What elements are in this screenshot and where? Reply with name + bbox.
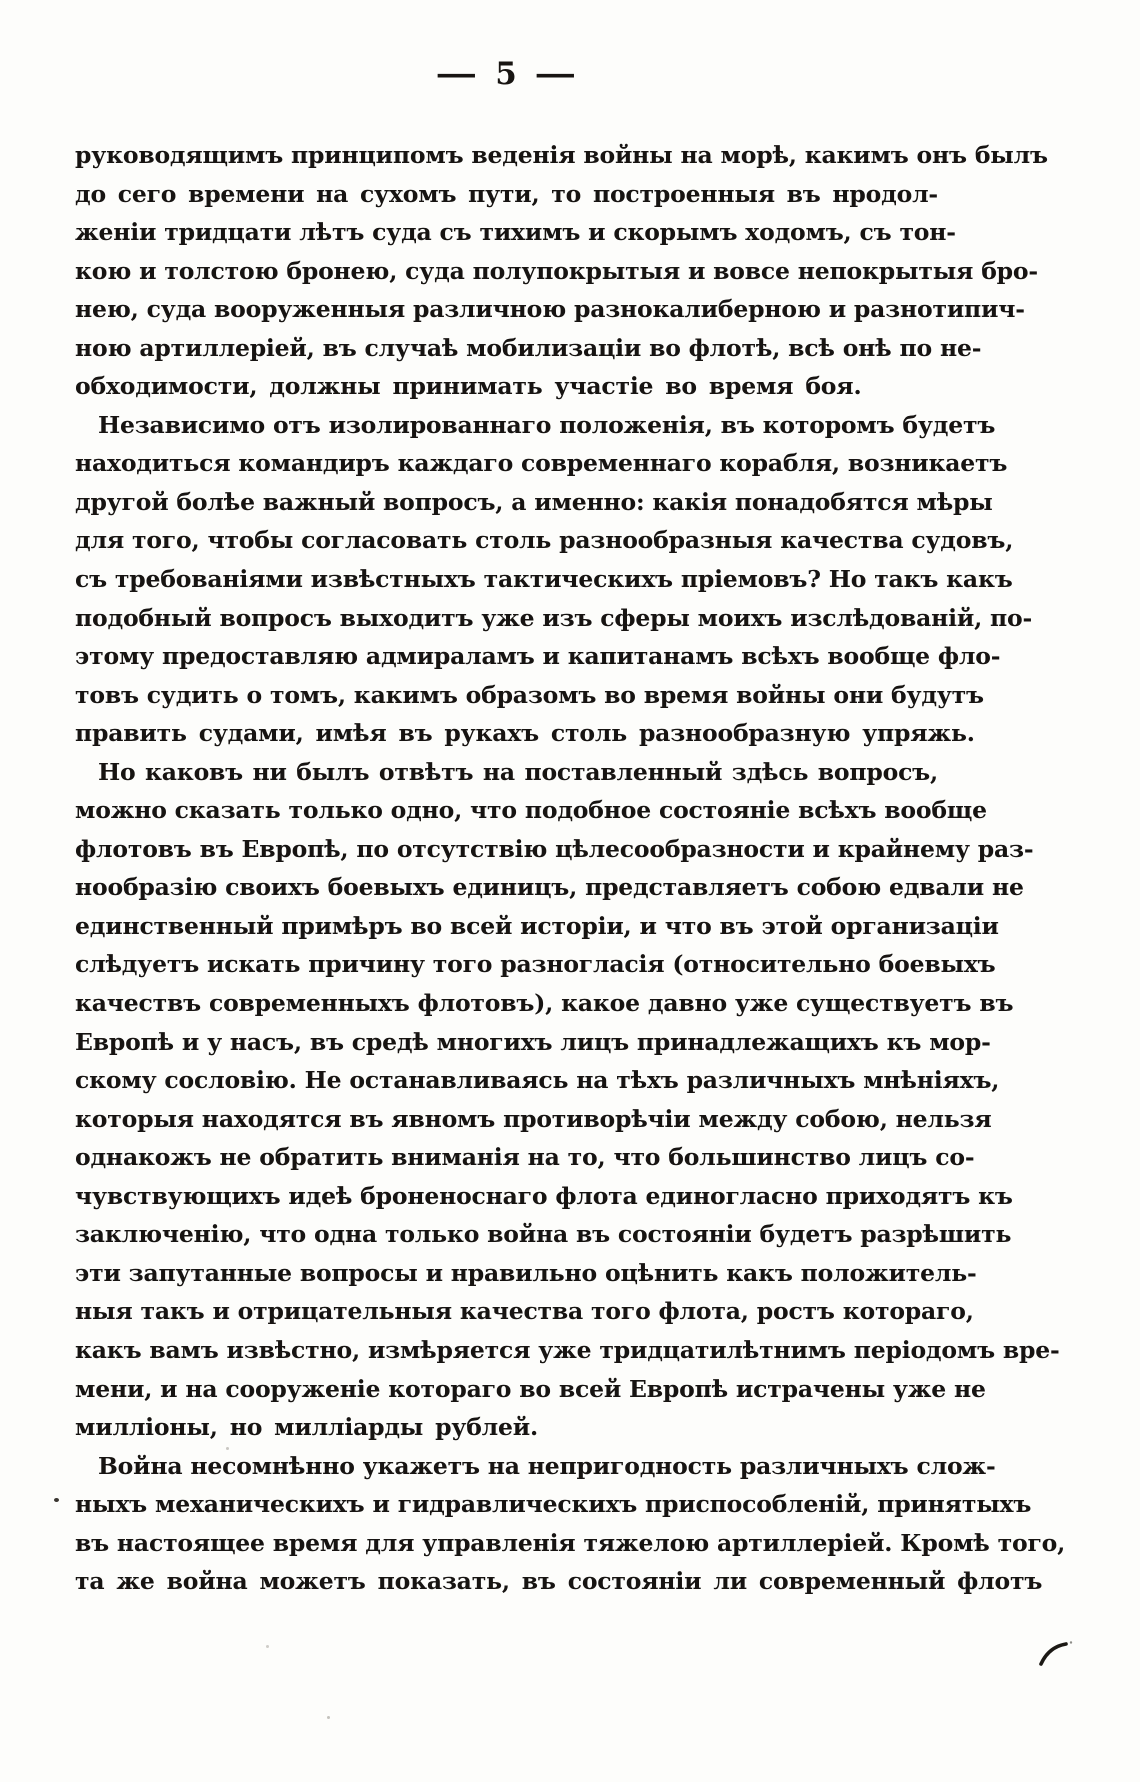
- paper-speck: [266, 1645, 269, 1648]
- text-line: слѣдуетъ искать причину того разногласія (относительно боевыхъ: [75, 950, 996, 979]
- text-line: товъ судить о томъ, какимъ образомъ во время войны они будутъ: [75, 680, 984, 709]
- text-line: кою и толстою бронею, суда полупокрытыя и вовсе непокрытыя бро-: [75, 256, 1038, 285]
- text-line: этому предоставляю адмираламъ и капитанамъ всѣхъ вообще фло-: [75, 642, 1001, 671]
- text-line: Война несомнѣнно укажетъ на непригодность различныхъ слож-: [98, 1451, 996, 1480]
- text-line: можно сказать только одно, что подобное состояніе всѣхъ вообще: [75, 796, 987, 825]
- text-line: Независимо отъ изолированнаго положенія, въ которомъ будетъ: [98, 410, 996, 439]
- text-line: править судами, имѣя въ рукахъ столь разнообразную упряжь.: [75, 719, 975, 748]
- text-line: милліоны, но милліарды рублей.: [75, 1413, 539, 1442]
- body-text: [75, 136, 1066, 1601]
- page-number-value: 5: [495, 56, 518, 92]
- text-line: Но каковъ ни былъ отвѣтъ на поставленный здѣсь вопросъ,: [98, 757, 938, 786]
- text-line: нообразію своихъ боевыхъ единицъ, представляетъ собою едвали не: [75, 873, 1024, 902]
- paper-speck: [327, 1716, 330, 1719]
- text-line: женіи тридцати лѣтъ суда съ тихимъ и скорымъ ходомъ, съ тон-: [75, 218, 956, 247]
- text-line: единственный примѣръ во всей исторіи, и что въ этой организаціи: [75, 911, 999, 940]
- text-line: эти запутанные вопросы и нравильно оцѣнить какъ положитель-: [75, 1258, 977, 1287]
- pen-flourish-mark: [1038, 1640, 1078, 1674]
- text-line: чувствующихъ идеѣ броненоснаго флота единогласно приходятъ къ: [75, 1181, 1013, 1210]
- margin-ink-dot: [54, 1498, 59, 1502]
- text-line: ною артиллеріей, въ случаѣ мобилизаціи во флотѣ, всѣ онѣ по не-: [75, 333, 982, 362]
- text-line: для того, чтобы согласовать столь разнообразныя качества судовъ,: [75, 526, 1014, 555]
- text-line: въ настоящее время для управленія тяжелою артиллеріей. Кромѣ того,: [75, 1528, 1066, 1557]
- text-line: находиться командиръ каждаго современнаго корабля, возникаетъ: [75, 449, 1008, 478]
- text-line: мени, и на сооруженіе котораго во всей Европѣ истрачены уже не: [75, 1374, 986, 1403]
- text-line: которыя находятся въ явномъ противорѣчіи между собою, нельзя: [75, 1104, 992, 1133]
- text-line: та же война можетъ показать, въ состояніи ли современный флотъ: [75, 1567, 1043, 1596]
- text-line: подобный вопросъ выходитъ уже изъ сферы моихъ изслѣдованій, по-: [75, 603, 1033, 632]
- text-line: обходимости, должны принимать участіе во время боя.: [75, 372, 862, 401]
- page-number: [75, 56, 938, 92]
- text-line: другой болѣе важный вопросъ, а именно: какія понадобятся мѣры: [75, 487, 993, 516]
- text-line: флотовъ въ Европѣ, по отсутствію цѣлесообразности и крайнему раз-: [75, 834, 1034, 863]
- text-line: ныя такъ и отрицательныя качества того флота, ростъ котораго,: [75, 1297, 974, 1326]
- page-number-dash-right: —: [534, 56, 578, 92]
- text-line: руководящимъ принципомъ веденія войны на морѣ, какимъ онъ былъ: [75, 141, 1048, 169]
- text-line: качествъ современныхъ флотовъ), какое давно уже существуетъ въ: [75, 989, 1014, 1018]
- text-line: нею, суда вооруженныя различною разнокалиберною и разнотипич-: [75, 295, 1025, 324]
- text-line: Европѣ и у насъ, въ средѣ многихъ лицъ принадлежащихъ къ мор-: [75, 1027, 991, 1056]
- text-line: однакожъ не обратить вниманія на то, что большинство лицъ со-: [75, 1143, 975, 1172]
- text-line: заключенію, что одна только война въ состояніи будетъ разрѣшить: [75, 1220, 1012, 1249]
- paper-speck: [226, 1447, 229, 1450]
- text-line: какъ вамъ извѣстно, измѣряется уже тридцатилѣтнимъ періодомъ вре-: [75, 1335, 1060, 1364]
- page-number-dash-left: —: [435, 56, 479, 92]
- text-line: скому сословію. Не останавливаясь на тѣхъ различныхъ мнѣніяхъ,: [75, 1066, 1000, 1095]
- text-line: ныхъ механическихъ и гидравлическихъ приспособленій, принятыхъ: [75, 1490, 1032, 1519]
- text-line: съ требованіями извѣстныхъ тактическихъ пріемовъ? Но такъ какъ: [75, 565, 1013, 594]
- text-line: до сего времени на сухомъ пути, то построенныя въ нродол-: [75, 179, 938, 208]
